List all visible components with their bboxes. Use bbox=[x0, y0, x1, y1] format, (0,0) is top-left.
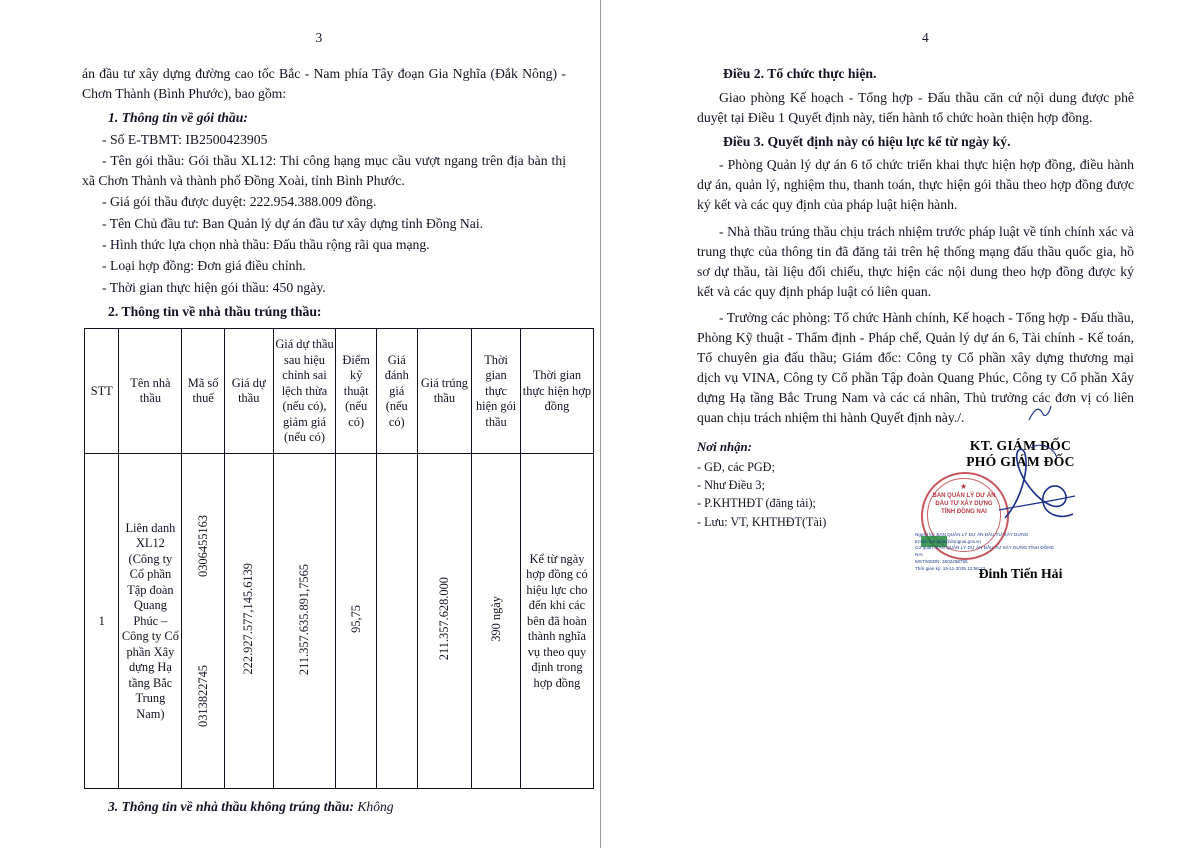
table-header-row bbox=[85, 329, 594, 454]
section-1-item-0: - Số E-TBMT: IB2500423905 bbox=[102, 131, 268, 147]
recipient-item: - Lưu: VT, KHTHĐT(Tài) bbox=[697, 514, 827, 529]
cell-gia-du-thau-hieu-chinh-value: 211.357.635.891,7565 bbox=[297, 563, 312, 675]
th-gia-trung-thau: Giá trúng thầu bbox=[417, 329, 472, 454]
section-2-title: 2. Thông tin về nhà thầu trúng thầu: bbox=[108, 304, 322, 320]
signer-block bbox=[907, 438, 1134, 582]
cell-gia-du-thau-value: 222.927.577,145.6139 bbox=[241, 563, 256, 675]
bid-result-table bbox=[84, 328, 594, 789]
digital-signature-line: Thời gian ký: 15-11-2025 12:56:13 bbox=[915, 566, 986, 572]
cell-gia-trung-thau-value: 211.357.628.000 bbox=[436, 577, 451, 661]
recipients-title: Nơi nhận: bbox=[697, 439, 752, 454]
digital-signature-info bbox=[915, 532, 1063, 573]
section-1-item-5: - Loại hợp đồng: Đơn giá điều chỉnh. bbox=[102, 258, 306, 274]
dieu-2-title: Điều 2. Tổ chức thực hiện. bbox=[723, 66, 877, 81]
th-thoi-gian-hop-dong: Thời gian thực hiện hợp đồng bbox=[520, 329, 593, 454]
th-ma-so-thue: Mã số thuế bbox=[182, 329, 225, 454]
cell-ten-nha-thau: Liên danh XL12 (Công ty Cổ phần Tập đoàn Quang Phúc – Công ty Cổ phần Xây dựng Hạ tầng Bắc Trung Nam) bbox=[119, 454, 182, 789]
section-3-title: 3. Thông tin về nhà thầu không trúng thầu: bbox=[108, 799, 354, 815]
seal-text: BAN QUẢN LÝ DỰ ÁN ĐẦU TƯ XÂY DỰNG TỈNH ĐỒNG NAI bbox=[932, 492, 996, 515]
digital-signature-line: Email: banqlda@dongnai.gov.vn bbox=[915, 538, 981, 544]
section-1-title: 1. Thông tin về gói thầu: bbox=[108, 109, 248, 125]
dieu-3-title: Điều 3. Quyết định này có hiệu lực kể từ ngày ký. bbox=[723, 133, 1011, 149]
dieu-3-item-2: - Trưởng các phòng: Tổ chức Hành chính, Kế hoạch - Tổng hợp - Đấu thầu, Phòng Kỹ thuật - Thẩm định - Pháp chế, Quản lý dự án 6, Tài chính - Kế toán, Tổ chuyên gia đấu thầu; Giám đốc: Công ty Cổ phần xây dựng thương mại dịch vụ VINA, Công ty Cổ phần Tập đoàn Quang Phúc, Công ty Cổ phần Xây dựng Hạ tầng Bắc Trung Nam và các cá nhân, Thủ trưởng các đơn vị có liên quan chịu trách nhiệm thi hành Quyết định này./. bbox=[697, 310, 1134, 425]
th-stt: STT bbox=[85, 329, 119, 454]
section-3-value: Không bbox=[357, 799, 394, 815]
cell-stt: 1 bbox=[85, 454, 119, 789]
dieu-3-item-1: - Nhà thầu trúng thầu chịu trách nhiệm trước pháp luật về tính chính xác và trung thực của thông tin đã đăng tải trên hệ thống mạng đấu thầu quốc gia, hồ sơ dự thầu, tài liệu đối chiếu, thực hiện các nội dung theo hợp đồng được ký kết và các quy định pháp luật có liên quan. bbox=[697, 224, 1134, 299]
cell-ma-so-thue-1: 0306455163 bbox=[195, 515, 210, 578]
th-diem-ky-thuat: Điểm kỹ thuật (nếu có) bbox=[336, 329, 377, 454]
page-right bbox=[600, 0, 1200, 848]
signer-role-line-2: PHÓ GIÁM ĐỐC bbox=[966, 453, 1075, 469]
th-gia-du-thau-hieu-chinh: Giá dự thầu sau hiệu chỉnh sai lệch thừa (nếu có), giảm giá (nếu có) bbox=[273, 329, 336, 454]
table-row bbox=[85, 454, 594, 789]
cell-gia-du-thau bbox=[224, 454, 273, 789]
signer-role-line-1: KT. GIÁM ĐỐC bbox=[969, 437, 1072, 453]
cell-ma-so-thue-2: 0313822745 bbox=[195, 665, 210, 728]
th-thoi-gian-goi-thau: Thời gian thực hiện gói thầu bbox=[472, 329, 521, 454]
cell-ma-so-thue bbox=[182, 454, 225, 789]
cell-gia-du-thau-hieu-chinh bbox=[273, 454, 336, 789]
signature-block bbox=[697, 438, 1134, 582]
cell-gia-danh-gia bbox=[376, 454, 417, 789]
cell-thoi-gian-hop-dong: Kể từ ngày hợp đồng có hiệu lực cho đến khi các bên đã hoàn thành nghĩa vụ theo quy định trong hợp đồng bbox=[520, 454, 593, 789]
th-gia-du-thau: Giá dự thầu bbox=[224, 329, 273, 454]
section-1-item-3: - Tên Chủ đầu tư: Ban Quản lý dự án đầu tư xây dựng tỉnh Đồng Nai. bbox=[102, 215, 484, 231]
section-1-item-2: - Giá gói thầu được duyệt: 222.954.388.009 đồng. bbox=[102, 194, 377, 210]
cell-diem-ky-thuat bbox=[336, 454, 377, 789]
section-1-item-4: - Hình thức lựa chọn nhà thầu: Đấu thầu rộng rãi qua mạng. bbox=[102, 236, 430, 252]
signer-name: Đinh Tiến Hải bbox=[978, 565, 1063, 581]
section-1-item-1: - Tên gói thầu: Gói thầu XL12: Thi công hạng mục cầu vượt ngang trên địa bàn thị xã Chơn Thành và thành phố Đồng Xoài, tỉnh Bình Phước. bbox=[82, 152, 566, 188]
section-3-line bbox=[82, 797, 566, 817]
th-ten-nha-thau: Tên nhà thầu bbox=[119, 329, 182, 454]
section-1-item-6: - Thời gian thực hiện gói thầu: 450 ngày. bbox=[102, 279, 326, 295]
recipients-block bbox=[697, 438, 907, 582]
seal-star-icon: ★ bbox=[960, 481, 968, 491]
pen-mark-icon bbox=[1025, 400, 1055, 426]
digital-signature-line: Cơ quan: BAN QUẢN LÝ DỰ ÁN ĐẦU TƯ XÂY DỰNG TỈNH ĐỒNG NAI bbox=[915, 545, 1055, 558]
page-number-right: 4 bbox=[921, 30, 930, 45]
cell-thoi-gian-goi-thau-value: 390 ngày bbox=[488, 596, 503, 642]
dieu-2-body: Giao phòng Kế hoạch - Tổng hợp - Đấu thầu căn cứ nội dung được phê duyệt tại Điều 1 Quyết định này, tiến hành tổ chức hoàn thiện hợp đồng. bbox=[697, 89, 1134, 125]
digital-signature-line: MST/MSDN: 3602458756 bbox=[915, 559, 968, 565]
cell-diem-ky-thuat-value: 95,75 bbox=[348, 605, 363, 633]
th-gia-danh-gia: Giá đánh giá (nếu có) bbox=[376, 329, 417, 454]
page-number-left: 3 bbox=[315, 30, 323, 45]
recipient-item: - Như Điều 3; bbox=[697, 478, 765, 493]
recipient-item: - GĐ, các PGĐ; bbox=[697, 459, 775, 474]
recipient-item: - P.KHTHĐT (đăng tải); bbox=[697, 496, 816, 511]
cell-thoi-gian-goi-thau bbox=[472, 454, 521, 789]
digital-signature-line: Người ký: BAN QUẢN LÝ DỰ ÁN ĐẦU TƯ XÂY DỰNG bbox=[915, 531, 1029, 537]
cell-gia-trung-thau bbox=[417, 454, 472, 789]
dieu-3-item-0: - Phòng Quản lý dự án 6 tổ chức triển khai thực hiện hợp đồng, điều hành dự án, quản lý, nghiệm thu, thanh toán, thực hiện gói thầu theo hợp đồng được ký kết và các quy định của pháp luật hiện hành. bbox=[697, 157, 1134, 213]
handwritten-signature-icon bbox=[995, 440, 1081, 532]
intro-paragraph: án đầu tư xây dựng đường cao tốc Bắc - Nam phía Tây đoạn Gia Nghĩa (Đắk Nông) - Chơn Thành (Bình Phước), bao gồm: bbox=[82, 66, 566, 101]
